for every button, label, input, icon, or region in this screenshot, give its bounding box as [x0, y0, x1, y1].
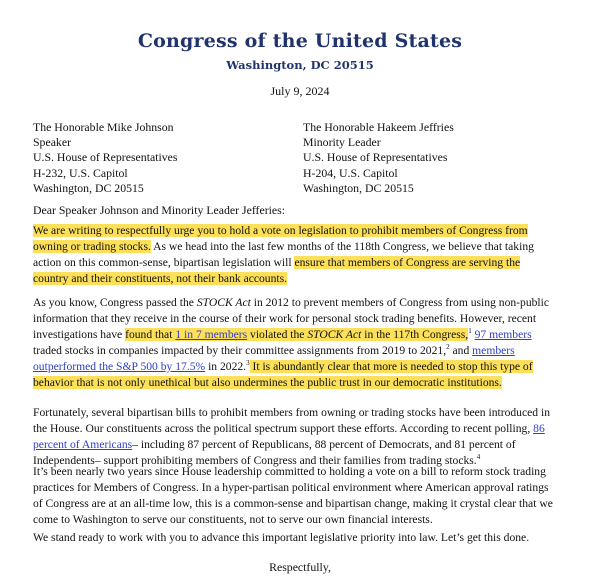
text: As you know, Congress passed the	[33, 296, 197, 309]
recipient-office: U.S. House of Representatives	[303, 150, 448, 165]
paragraph-3	[33, 405, 567, 469]
highlight: ensure that members of Congress are serving the	[294, 256, 521, 269]
footnote-ref: 3	[246, 359, 250, 368]
recipient-city: Washington, DC 20515	[33, 180, 144, 195]
recipient-title: Speaker	[33, 135, 71, 150]
footnote-ref: 2	[446, 343, 450, 352]
recipient-name: The Honorable Hakeem Jeffries	[303, 120, 454, 134]
text: found that	[125, 328, 176, 341]
recipient-address-jeffries	[303, 120, 454, 196]
recipient-city: Washington, DC 20515	[303, 180, 414, 195]
footnote-ref: 4	[476, 453, 481, 462]
link-outperformed-sp500[interactable]: outperformed the S&P 500 by 17.5%	[33, 360, 206, 373]
footnote-ref: 1	[468, 327, 472, 336]
text: traded stocks in companies impacted by their committee assignments from 2019 to 2021,	[33, 344, 447, 357]
text: in 2012 to prevent members of Congress from using non-public	[250, 296, 549, 309]
text: We stand ready to work with you to advance this important legislative priority into law. Let’s get this done.	[33, 531, 530, 544]
text: and	[449, 344, 473, 357]
highlight: behavior that is not only unethical but also undermines the public trust in our democratic institutions.	[33, 376, 502, 389]
highlight: owning or trading stocks.	[33, 240, 151, 253]
link-members-outperformed[interactable]: members	[472, 344, 515, 357]
letterhead-title: Congress of the United States	[137, 30, 463, 52]
text: – including 87 percent of Republicans, 88 percent of Democrats, and 81 percent of	[132, 438, 516, 451]
stock-act-title: STOCK Act	[196, 296, 251, 309]
highlight	[125, 328, 468, 341]
recipient-title: Minority Leader	[303, 135, 381, 150]
highlight: It is abundantly clear that more is needed to stop this type of	[249, 360, 533, 373]
link-97-members[interactable]: 97 members	[474, 328, 532, 341]
text: Independents– support prohibiting members of Congress and their families from trading stocks.	[33, 454, 477, 467]
text: As we head into the last few months of the 118th Congress, we believe that taking	[150, 240, 534, 253]
text: come to Washington to serve our constituents, not to serve our own financial interests.	[33, 513, 433, 526]
paragraph-5	[33, 530, 567, 546]
text: information that they receive in the course of their work for personal stock trading benefits. However, recent	[33, 312, 537, 325]
highlight: We are writing to respectfully urge you to hold a vote on legislation to prohibit members of Congress from	[33, 224, 528, 237]
stock-act-title: STOCK Act	[307, 328, 362, 341]
closing: Respectfully,	[269, 560, 331, 574]
recipient-name: The Honorable Mike Johnson	[33, 120, 174, 134]
paragraph-1	[33, 223, 567, 287]
text: Fortunately, several bipartisan bills to prohibit members from owning or trading stocks have been introduced in	[33, 406, 550, 419]
text: the House. Our constituents across the political spectrum support these efforts. According to recent polling,	[33, 422, 534, 435]
link-1-in-7-members[interactable]: 1 in 7 members	[175, 328, 248, 341]
text: in 2022.	[205, 360, 247, 373]
recipient-address-johnson	[33, 120, 177, 196]
recipient-office: U.S. House of Representatives	[33, 150, 178, 165]
recipient-room: H-204, U.S. Capitol	[303, 165, 398, 180]
text: action on this common-sense, bipartisan legislation will	[33, 256, 295, 269]
text: in the 117th Congress,	[361, 328, 469, 341]
text: of Congress are at an all-time low, this is a common-sense and bipartisan change, making it crystal clear that we	[33, 497, 553, 510]
text: investigations have	[33, 328, 126, 341]
recipient-room: H-232, U.S. Capitol	[33, 165, 128, 180]
paragraph-4	[33, 464, 567, 528]
letterhead-subtitle: Washington, DC 20515	[226, 58, 374, 72]
text: violated the	[247, 328, 308, 341]
text: practices for Members of Congress. In a hyper-partisan political environment where American approval ratings	[33, 481, 549, 494]
link-percent-of-americans[interactable]: percent of Americans	[33, 438, 133, 451]
highlight: country and their constituents, not their bank accounts.	[33, 272, 288, 285]
letter-date: July 9, 2024	[270, 84, 330, 98]
paragraph-2	[33, 295, 567, 391]
link-86-percent[interactable]: 86	[533, 422, 545, 435]
salutation: Dear Speaker Johnson and Minority Leader Jefferies:	[33, 203, 286, 217]
text: It’s been nearly two years since House leadership committed to holding a vote on a bill to reform stock trading	[33, 465, 546, 478]
